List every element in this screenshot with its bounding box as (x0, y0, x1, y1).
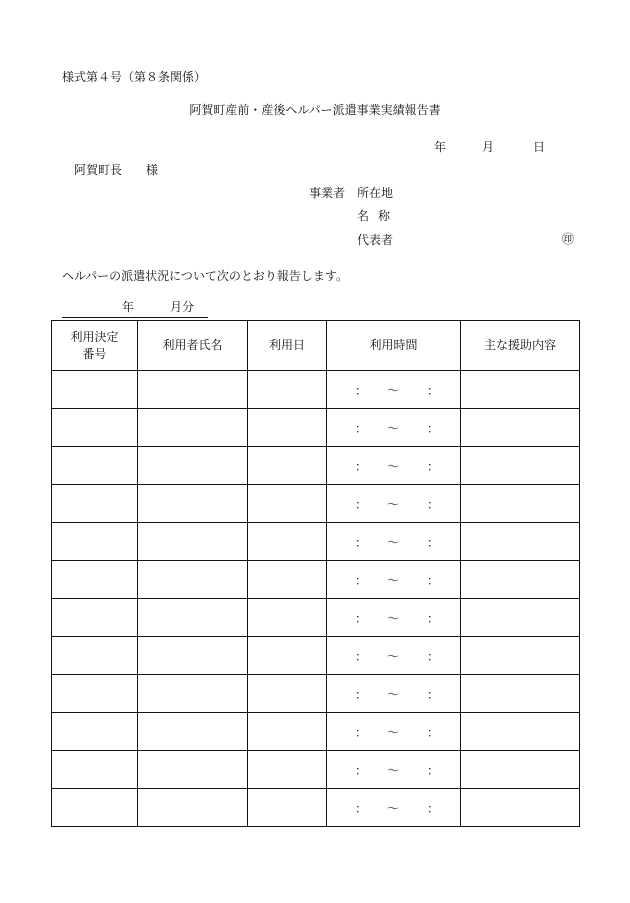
table-row (52, 523, 580, 561)
use-time-cell[interactable] (327, 561, 461, 599)
use-date-cell[interactable] (248, 675, 327, 713)
report-period (62, 301, 208, 318)
use-date-cell[interactable] (248, 751, 327, 789)
use-date-cell[interactable] (248, 485, 327, 523)
user-name-cell[interactable] (138, 675, 248, 713)
time-range-tilde: 〜 (387, 649, 400, 663)
use-date-cell[interactable] (248, 371, 327, 409)
date-year-label: 年 (434, 140, 447, 154)
assistance-content-cell[interactable] (461, 371, 580, 409)
decision-number-cell[interactable] (52, 789, 138, 827)
decision-number-cell[interactable] (52, 637, 138, 675)
header-decision-number: 利用決定 番号 (52, 321, 138, 371)
user-name-cell[interactable] (138, 561, 248, 599)
use-time-cell[interactable] (327, 485, 461, 523)
use-time-cell[interactable] (327, 523, 461, 561)
table-row (52, 599, 580, 637)
table-row (52, 561, 580, 599)
user-name-cell[interactable] (138, 599, 248, 637)
time-start-colon: ： (355, 535, 368, 549)
time-end-colon: ： (427, 421, 440, 435)
time-end-colon: ： (427, 383, 440, 397)
decision-number-cell[interactable] (52, 523, 138, 561)
time-range-tilde: 〜 (387, 763, 400, 777)
use-date-cell[interactable] (248, 789, 327, 827)
time-start-colon: ： (355, 611, 368, 625)
user-name-cell[interactable] (138, 637, 248, 675)
assistance-content-cell[interactable] (461, 599, 580, 637)
user-name-cell[interactable] (138, 713, 248, 751)
decision-number-cell[interactable] (52, 447, 138, 485)
time-range-tilde: 〜 (387, 687, 400, 701)
assistance-content-cell[interactable] (461, 523, 580, 561)
time-start-colon: ： (355, 801, 368, 815)
use-time-cell[interactable] (327, 751, 461, 789)
time-range-tilde: 〜 (387, 611, 400, 625)
time-start-colon: ： (355, 687, 368, 701)
use-date-cell[interactable] (248, 637, 327, 675)
time-end-colon: ： (427, 573, 440, 587)
table-row (52, 637, 580, 675)
time-end-colon: ： (427, 535, 440, 549)
time-end-colon: ： (427, 497, 440, 511)
time-end-colon: ： (427, 763, 440, 777)
use-time-cell[interactable] (327, 789, 461, 827)
document-title: 阿賀町産前・産後ヘルパー派遣事業実績報告書 (189, 103, 441, 117)
user-name-cell[interactable] (138, 751, 248, 789)
operator-name-label: 名称 (357, 209, 400, 223)
period-year-label: 年 (122, 300, 135, 314)
time-range-tilde: 〜 (387, 535, 400, 549)
intro-text: ヘルパーの派遣状況について次のとおり報告します。 (62, 269, 348, 283)
use-time-cell[interactable] (327, 713, 461, 751)
addressee: 阿賀町長 様 (74, 163, 159, 177)
time-start-colon: ： (355, 573, 368, 587)
header-use-date: 利用日 (248, 321, 327, 371)
table-row (52, 409, 580, 447)
use-time-cell[interactable] (327, 599, 461, 637)
report-table (51, 320, 580, 827)
date-line (430, 141, 580, 155)
form-number: 様式第４号（第８条関係） (62, 70, 207, 84)
decision-number-cell[interactable] (52, 561, 138, 599)
time-end-colon: ： (427, 687, 440, 701)
use-date-cell[interactable] (248, 447, 327, 485)
time-end-colon: ： (427, 725, 440, 739)
table-row (52, 713, 580, 751)
assistance-content-cell[interactable] (461, 485, 580, 523)
user-name-cell[interactable] (138, 789, 248, 827)
time-start-colon: ： (355, 383, 368, 397)
header-assistance-content: 主な援助内容 (461, 321, 580, 371)
assistance-content-cell[interactable] (461, 675, 580, 713)
time-range-tilde: 〜 (387, 573, 400, 587)
date-month-label: 月 (482, 140, 495, 154)
use-date-cell[interactable] (248, 713, 327, 751)
time-start-colon: ： (355, 649, 368, 663)
decision-number-cell[interactable] (52, 675, 138, 713)
table-row (52, 447, 580, 485)
seal-mark: ㊞ (562, 232, 575, 246)
table-row (52, 485, 580, 523)
time-range-tilde: 〜 (387, 801, 400, 815)
assistance-content-cell[interactable] (461, 409, 580, 447)
decision-number-cell[interactable] (52, 599, 138, 637)
time-start-colon: ： (355, 459, 368, 473)
use-date-cell[interactable] (248, 523, 327, 561)
table-row (52, 789, 580, 827)
user-name-cell[interactable] (138, 523, 248, 561)
use-time-cell[interactable] (327, 637, 461, 675)
decision-number-cell[interactable] (52, 485, 138, 523)
user-name-cell[interactable] (138, 409, 248, 447)
decision-number-cell[interactable] (52, 371, 138, 409)
time-start-colon: ： (355, 763, 368, 777)
time-range-tilde: 〜 (387, 725, 400, 739)
use-time-cell[interactable] (327, 447, 461, 485)
use-time-cell[interactable] (327, 371, 461, 409)
time-end-colon: ： (427, 801, 440, 815)
operator-representative-label: 代表者 (357, 233, 394, 247)
assistance-content-cell[interactable] (461, 637, 580, 675)
use-time-cell[interactable] (327, 409, 461, 447)
use-time-cell[interactable] (327, 675, 461, 713)
time-start-colon: ： (355, 421, 368, 435)
period-month-label: 月分 (170, 300, 195, 314)
operator-address-label: 所在地 (357, 186, 394, 200)
time-end-colon: ： (427, 611, 440, 625)
assistance-content-cell[interactable] (461, 447, 580, 485)
assistance-content-cell[interactable] (461, 561, 580, 599)
time-start-colon: ： (355, 497, 368, 511)
assistance-content-cell[interactable] (461, 789, 580, 827)
header-use-time: 利用時間 (327, 321, 461, 371)
time-start-colon: ： (355, 725, 368, 739)
table-row (52, 675, 580, 713)
time-range-tilde: 〜 (387, 459, 400, 473)
assistance-content-cell[interactable] (461, 751, 580, 789)
decision-number-cell[interactable] (52, 751, 138, 789)
table-row (52, 751, 580, 789)
decision-number-cell[interactable] (52, 713, 138, 751)
use-date-cell[interactable] (248, 409, 327, 447)
user-name-cell[interactable] (138, 371, 248, 409)
user-name-cell[interactable] (138, 447, 248, 485)
user-name-cell[interactable] (138, 485, 248, 523)
time-range-tilde: 〜 (387, 383, 400, 397)
header-user-name: 利用者氏名 (138, 321, 248, 371)
time-end-colon: ： (427, 459, 440, 473)
time-range-tilde: 〜 (387, 497, 400, 511)
table-row (52, 371, 580, 409)
assistance-content-cell[interactable] (461, 713, 580, 751)
time-end-colon: ： (427, 649, 440, 663)
table-header-row (52, 321, 580, 371)
time-range-tilde: 〜 (387, 421, 400, 435)
use-date-cell[interactable] (248, 561, 327, 599)
use-date-cell[interactable] (248, 599, 327, 637)
date-day-label: 日 (533, 140, 546, 154)
decision-number-cell[interactable] (52, 409, 138, 447)
operator-label: 事業者 (309, 186, 346, 200)
